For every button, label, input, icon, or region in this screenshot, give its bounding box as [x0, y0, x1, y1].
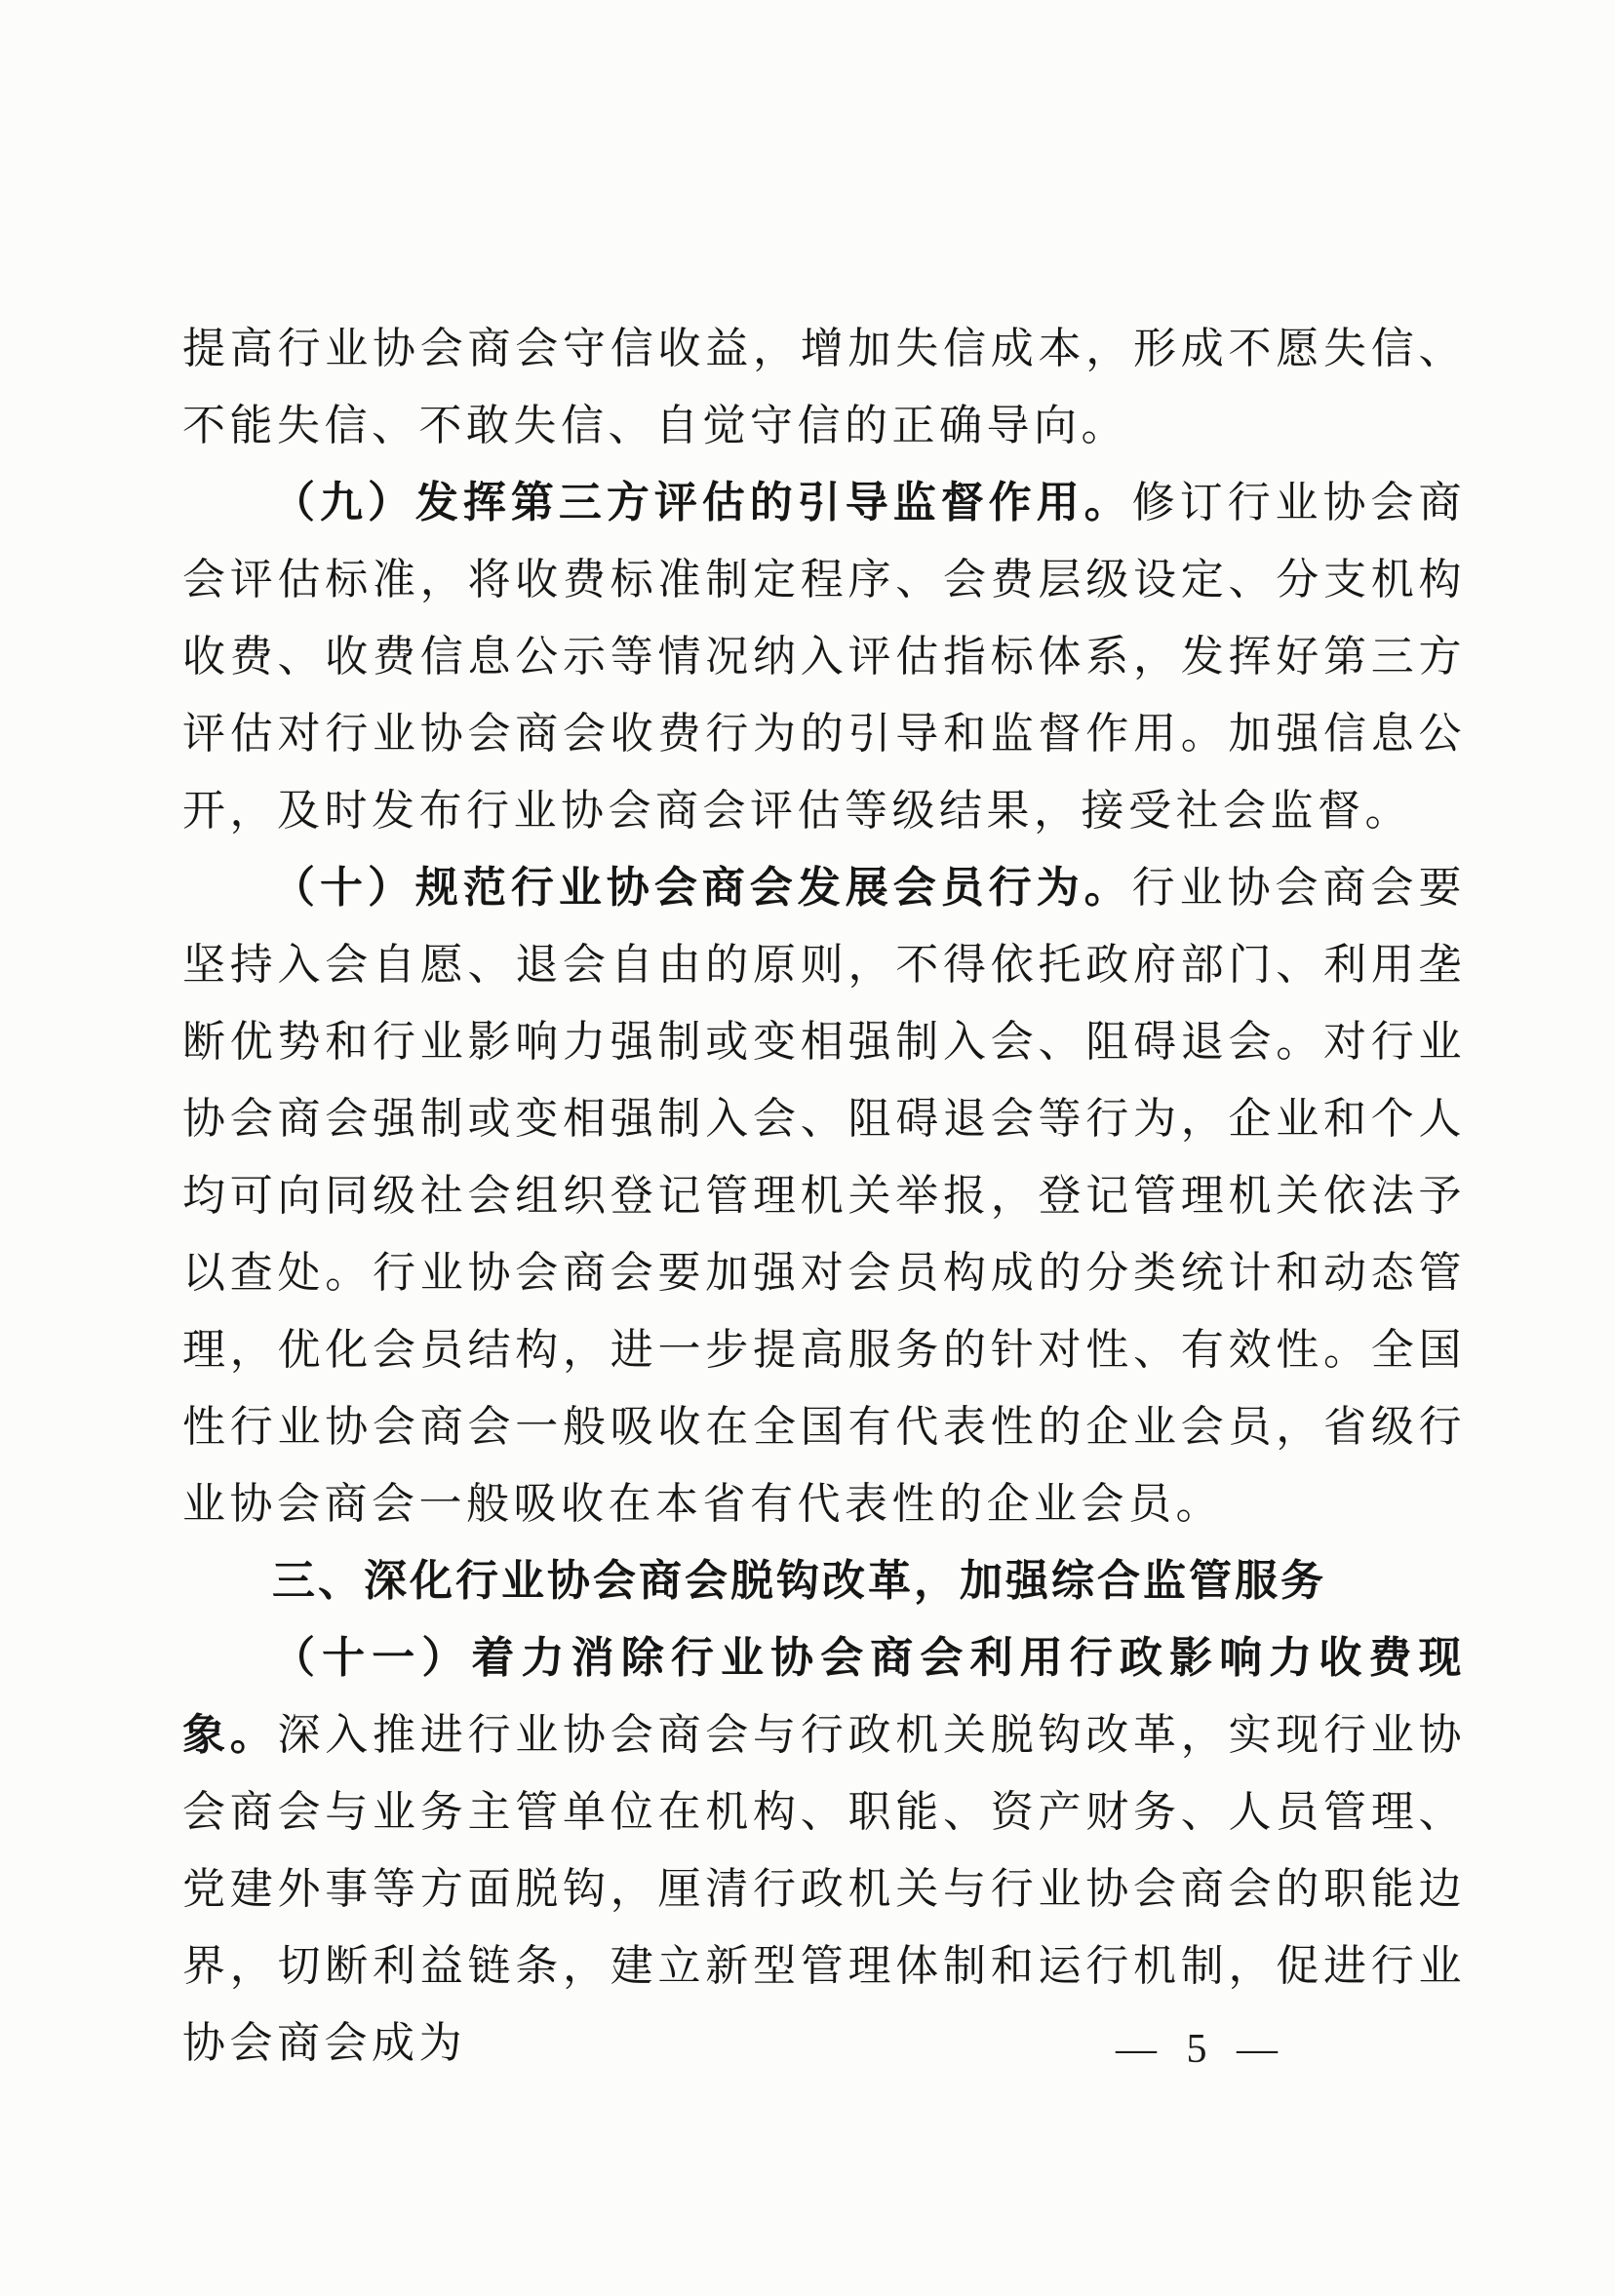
section-heading: 三、深化行业协会商会脱钩改革，加强综合监管服务 [272, 1557, 1326, 1605]
paragraph: （十一）着力消除行业协会商会利用行政影响力收费现象。深入推进行业协会商会与行政机关脱钩改革，实现行业协会商会与业务主管单位在机构、职能、资产财务、人员管理、党建外事等方面脱钩，厘清行政机关与行业协会商会的职能边界，切断利益链条，建立新型管理体制和运行机制，促进行业协会商会成为 [182, 1634, 1466, 2067]
paragraph-lead: （九）发挥第三方评估的引导监督作用。 [272, 479, 1132, 526]
paragraph-lead: （十一）着力消除行业协会商会利用行政影响力收费现象。 [182, 1634, 1466, 1759]
paragraph: 提高行业协会商会守信收益，增加失信成本，形成不愿失信、不能失信、不敢失信、自觉守信的正确导向。 [182, 325, 1466, 449]
paragraph: （九）发挥第三方评估的引导监督作用。修订行业协会商会评估标准，将收费标准制定程序、会费层级设定、分支机构收费、收费信息公示等情况纳入评估指标体系，发挥好第三方评估对行业协会商会收费行为的引导和监督作用。加强信息公开，及时发布行业协会商会评估等级结果，接受社会监督。 [182, 479, 1466, 835]
document-body [182, 310, 1466, 2082]
paragraph-lead: （十）规范行业协会商会发展会员行为。 [272, 864, 1132, 912]
page-number: — 5 — [1116, 2027, 1287, 2072]
paragraph: （十）规范行业协会商会发展会员行为。行业协会商会要坚持入会自愿、退会自由的原则，不得依托政府部门、利用垄断优势和行业影响力强制或变相强制入会、阻碍退会。对行业协会商会强制或变相强制入会、阻碍退会等行为，企业和个人均可向同级社会组织登记管理机关举报，登记管理机关依法予以查处。行业协会商会要加强对会员构成的分类统计和动态管理，优化会员结构，进一步提高服务的针对性、有效性。全国性行业协会商会一般吸收在全国有代表性的企业会员，省级行业协会商会一般吸收在本省有代表性的企业会员。 [182, 864, 1466, 1528]
